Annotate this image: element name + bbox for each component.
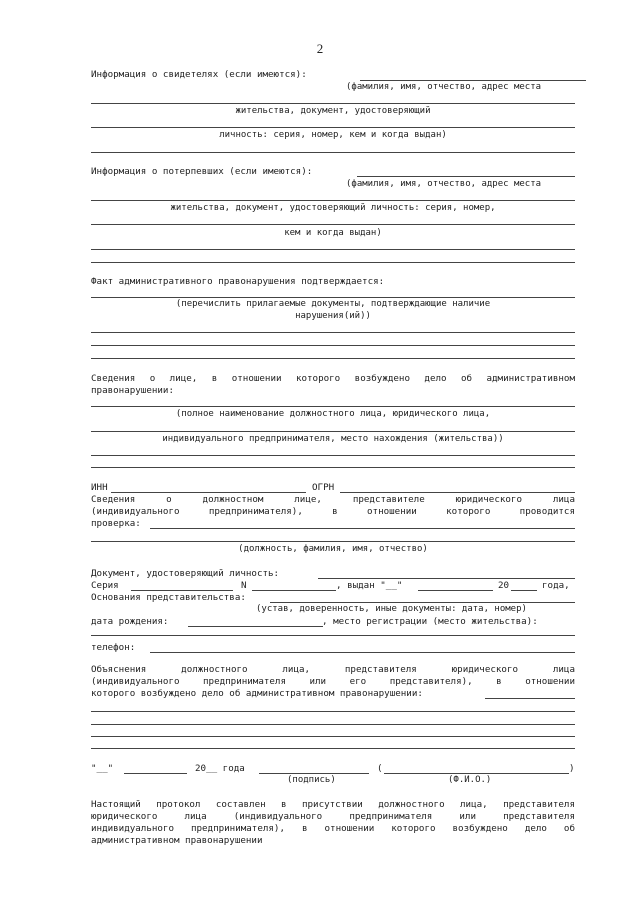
person-field-line[interactable] (91, 431, 575, 432)
phone-label: телефон: (91, 642, 136, 653)
fio-paren-open: ( (377, 763, 383, 774)
fact-hint-2: нарушения(ий)) (295, 311, 371, 321)
fact-field-line[interactable] (91, 358, 575, 359)
official-field-line[interactable] (91, 541, 575, 542)
witnesses-hint-1: (фамилия, имя, отчество, адрес места (346, 82, 542, 92)
series-label: Серия (91, 580, 119, 591)
number-field-line[interactable] (252, 590, 336, 591)
explanations-line-2: (индивидуального предпринимателя или его представителя), в отношении (91, 676, 575, 687)
person-field-line[interactable] (91, 455, 575, 456)
document-field-line[interactable] (318, 578, 575, 579)
year-label: 20 (498, 580, 510, 591)
victims-field-line[interactable] (91, 249, 575, 250)
explanations-field-line[interactable] (91, 736, 575, 737)
page-number: 2 (316, 41, 324, 56)
official-line-3: проверка: (91, 518, 141, 529)
issued-month-line[interactable] (418, 590, 493, 591)
person-hint-1: (полное наименование должностного лица, юридического лица, (175, 409, 491, 419)
witnesses-field-line[interactable] (91, 152, 575, 153)
ogrn-field-line[interactable] (340, 492, 575, 493)
signature-date-open: "__" (91, 763, 114, 774)
person-field-line[interactable] (91, 467, 575, 468)
explanations-field-line[interactable] (91, 724, 575, 725)
explanations-field-line[interactable] (91, 711, 575, 712)
fact-field-line[interactable] (91, 345, 575, 346)
victims-field-line[interactable] (91, 200, 575, 201)
inn-field-line[interactable] (111, 492, 306, 493)
fact-label: Факт административного правонарушения подтверждается: (91, 276, 385, 287)
fio-paren-close: ) (569, 763, 575, 774)
fio-line[interactable] (384, 773, 569, 774)
witnesses-hint-3: личность: серия, номер, кем и когда выдан) (219, 130, 447, 140)
victims-hint-1: (фамилия, имя, отчество, адрес места (346, 179, 542, 189)
person-field-line[interactable] (91, 406, 575, 407)
phone-field-line[interactable] (150, 652, 575, 653)
fact-field-line[interactable] (91, 332, 575, 333)
basis-hint: (устав, доверенность, иные документы: дата, номер) (256, 604, 527, 614)
document-label: Документ, удостоверяющий личность: (91, 568, 280, 579)
signature-month-line[interactable] (124, 773, 187, 774)
official-field-line[interactable] (150, 528, 575, 529)
fio-hint: (Ф.И.О.) (448, 775, 492, 785)
victims-field-line[interactable] (91, 224, 575, 225)
official-line-1: Сведения о должностном лице, представителе юридического лица (91, 494, 575, 505)
closing-line-3: индивидуального предпринимателя), в отношении которого возбуждено дело об (91, 823, 575, 834)
year-field-line[interactable] (511, 590, 537, 591)
signature-year: 20__ года (195, 763, 245, 774)
witnesses-field-line[interactable] (91, 127, 575, 128)
ogrn-label: ОГРН (312, 482, 335, 493)
number-label: N (241, 580, 247, 591)
witnesses-field-line[interactable] (91, 103, 575, 104)
official-hint: (должность, фамилия, имя, отчество) (238, 544, 428, 554)
closing-line-1: Настоящий протокол составлен в присутствии должностного лица, представителя (91, 799, 575, 810)
victims-hint-2: жительства, документ, удостоверяющий личность: серия, номер, (170, 203, 496, 213)
official-line-2: (индивидуального предпринимателя), в отношении которого проводится (91, 506, 575, 517)
explanations-field-line[interactable] (485, 698, 575, 699)
person-hint-2: индивидуального предпринимателя, место нахождения (жительства)) (162, 434, 504, 444)
person-line-2: правонарушении: (91, 385, 174, 396)
year-suffix: года, (542, 580, 570, 591)
explanations-line-3: которого возбуждено дело об административном правонарушении: (91, 688, 423, 699)
basis-field-line[interactable] (270, 602, 575, 603)
closing-line-4: административном правонарушении (91, 835, 263, 846)
victims-label: Информация о потерпевших (если имеются): (91, 166, 313, 177)
birth-label: дата рождения: (91, 616, 169, 627)
basis-label: Основания представительства: (91, 592, 246, 603)
registration-label: , место регистрации (место жительства): (322, 616, 538, 627)
fact-field-line[interactable] (91, 297, 575, 298)
victims-field-line[interactable] (91, 262, 575, 263)
signature-line[interactable] (259, 773, 369, 774)
explanations-line-1: Объяснения должностного лица, представителя юридического лица (91, 664, 575, 675)
closing-line-2: юридического лица (индивидуального предпринимателя или представителя (91, 811, 575, 822)
registration-field-line[interactable] (91, 635, 575, 636)
victims-hint-3: кем и когда выдан) (284, 228, 382, 238)
victims-field-line[interactable] (357, 176, 575, 177)
birth-field-line[interactable] (188, 626, 323, 627)
witnesses-label: Информация о свидетелях (если имеются): (91, 69, 307, 80)
witnesses-field-line[interactable] (360, 80, 586, 81)
signature-hint: (подпись) (287, 775, 336, 785)
issued-label: , выдан "__" (336, 580, 403, 591)
explanations-field-line[interactable] (91, 748, 575, 749)
inn-label: ИНН (91, 482, 108, 493)
person-line-1: Сведения о лице, в отношении которого возбуждено дело об административном (91, 373, 575, 384)
series-field-line[interactable] (131, 590, 233, 591)
fact-hint-1: (перечислить прилагаемые документы, подтверждающие наличие (175, 299, 491, 309)
witnesses-hint-2: жительства, документ, удостоверяющий (235, 106, 431, 116)
